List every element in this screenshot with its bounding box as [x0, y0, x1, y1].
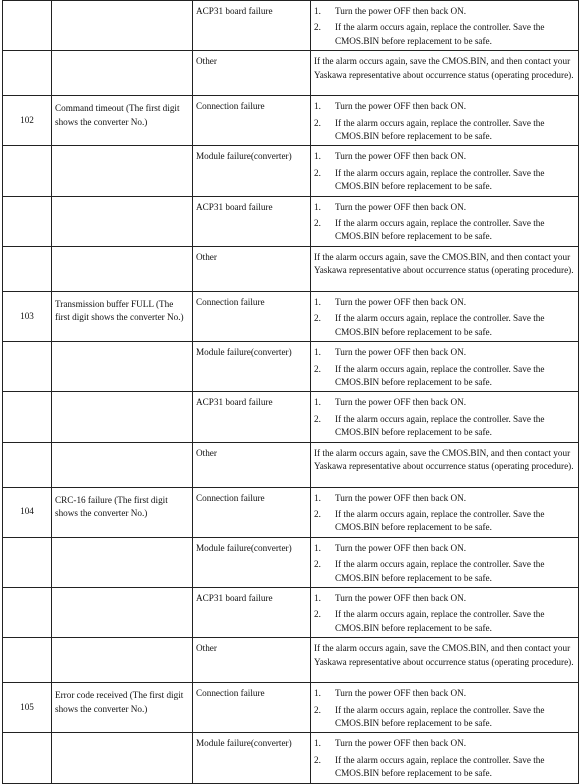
- step-number: 1.: [314, 492, 321, 503]
- table-row: [3, 487, 579, 537]
- alarm-description-cell: CRC-16 failure (The first digit shows the converter No.): [52, 487, 193, 537]
- step-number: 1.: [314, 151, 321, 162]
- remedy-step: [314, 363, 575, 390]
- table-row: [3, 638, 579, 683]
- alarm-table-body: [3, 1, 579, 784]
- alarm-description-cell: [52, 638, 193, 683]
- alarm-description-cell: [52, 733, 193, 783]
- alarm-code-cell: [3, 246, 52, 291]
- remedy-steps: [314, 542, 575, 585]
- alarm-code-cell: [3, 146, 52, 196]
- step-text: If the alarm occurs again, replace the controller. Save the CMOS.BIN before replacement to be safe.: [335, 609, 545, 633]
- remedy-step: [314, 5, 575, 18]
- step-text: If the alarm occurs again, replace the controller. Save the CMOS.BIN before replacement to be safe.: [335, 22, 545, 46]
- step-number: 1.: [314, 347, 321, 358]
- remedy-step: [314, 413, 575, 440]
- remedy-step: [314, 558, 575, 585]
- step-number: 1.: [314, 201, 321, 212]
- alarm-code-cell: [3, 733, 52, 783]
- step-number: 2.: [314, 704, 321, 715]
- remedy-cell: [311, 733, 579, 783]
- remedy-steps: [314, 150, 575, 193]
- remedy-cell: [311, 587, 579, 637]
- alarm-description-cell: [52, 51, 193, 96]
- step-number: 2.: [314, 609, 321, 620]
- step-text: If the alarm occurs again, replace the controller. Save the CMOS.BIN before replacement to be safe.: [335, 508, 545, 533]
- remedy-cell: [311, 487, 579, 537]
- step-text: Turn the power OFF then back ON.: [335, 592, 467, 603]
- alarm-description-cell: [52, 537, 193, 587]
- table-row: [3, 146, 579, 196]
- alarm-code-cell: [3, 537, 52, 587]
- cause-cell: Other: [193, 51, 311, 96]
- step-number: 2.: [314, 754, 321, 765]
- step-text: Turn the power OFF then back ON.: [335, 296, 467, 307]
- remedy-step: [314, 296, 575, 309]
- remedy-step: [314, 608, 575, 635]
- remedy-steps: [314, 687, 575, 730]
- remedy-step: [314, 21, 575, 48]
- cause-cell: ACP31 board failure: [193, 196, 311, 246]
- step-text: If the alarm occurs again, replace the controller. Save the CMOS.BIN before replacement to be safe.: [335, 559, 545, 583]
- step-number: 2.: [314, 413, 321, 424]
- cause-cell: Module failure(converter): [193, 537, 311, 587]
- remedy-text: If the alarm occurs again, save the CMOS.BIN, and then contact your Yaskawa representative about occurrence status (operating procedure).: [314, 251, 574, 276]
- remedy-step: [314, 687, 575, 700]
- remedy-cell: [311, 392, 579, 442]
- step-number: 1.: [314, 6, 321, 16]
- step-text: Turn the power OFF then back ON.: [335, 688, 467, 699]
- alarm-description-cell: Command timeout (The first digit shows the converter No.): [52, 96, 193, 146]
- cause-cell: Connection failure: [193, 291, 311, 341]
- remedy-steps: [314, 201, 575, 244]
- step-number: 2.: [314, 559, 321, 570]
- table-row: [3, 442, 579, 487]
- alarm-description-cell: [52, 146, 193, 196]
- alarm-description-cell: [52, 342, 193, 392]
- step-number: 1.: [314, 738, 321, 749]
- table-row: [3, 342, 579, 392]
- remedy-steps: [314, 737, 575, 780]
- step-text: If the alarm occurs again, replace the controller. Save the CMOS.BIN before replacement to be safe.: [335, 413, 545, 438]
- step-text: Turn the power OFF then back ON.: [335, 347, 467, 358]
- alarm-description-cell: [52, 246, 193, 291]
- remedy-cell: [311, 537, 579, 587]
- remedy-cell: [311, 638, 579, 683]
- remedy-steps: [314, 396, 575, 439]
- alarm-code-cell: [3, 342, 52, 392]
- step-text: Turn the power OFF then back ON.: [335, 738, 467, 749]
- step-text: If the alarm occurs again, replace the controller. Save the CMOS.BIN before replacement to be safe.: [335, 167, 545, 192]
- alarm-description-cell: Error code received (The first digit shows the converter No.): [52, 683, 193, 733]
- table-row: [3, 51, 579, 96]
- table-row: [3, 537, 579, 587]
- step-number: 2.: [314, 117, 321, 128]
- remedy-cell: [311, 342, 579, 392]
- step-text: If the alarm occurs again, replace the controller. Save the CMOS.BIN before replacement to be safe.: [335, 363, 545, 387]
- alarm-description-cell: [52, 196, 193, 246]
- remedy-cell: [311, 1, 579, 51]
- alarm-description-cell: [52, 587, 193, 637]
- alarm-description-cell: [52, 392, 193, 442]
- alarm-code-cell: [3, 196, 52, 246]
- remedy-step: [314, 542, 575, 555]
- cause-cell: Connection failure: [193, 487, 311, 537]
- cause-cell: Other: [193, 638, 311, 683]
- remedy-steps: [314, 100, 575, 143]
- remedy-steps: [314, 492, 575, 535]
- table-row: [3, 291, 579, 341]
- remedy-step: [314, 592, 575, 605]
- remedy-steps: [314, 346, 575, 389]
- step-text: Turn the power OFF then back ON.: [335, 542, 467, 553]
- step-text: Turn the power OFF then back ON.: [335, 101, 467, 112]
- table-row: [3, 246, 579, 291]
- step-text: Turn the power OFF then back ON.: [335, 6, 467, 16]
- step-number: 2.: [314, 508, 321, 519]
- remedy-step: [314, 508, 575, 535]
- table-row: [3, 1, 579, 51]
- step-number: 2.: [314, 167, 321, 178]
- step-number: 1.: [314, 688, 321, 699]
- remedy-text: If the alarm occurs again, save the CMOS.BIN, and then contact your Yaskawa representative about occurrence status (operating procedure).: [314, 643, 574, 667]
- alarm-code-cell: [3, 442, 52, 487]
- alarm-description-cell: [52, 442, 193, 487]
- alarm-code-cell: [3, 1, 52, 51]
- step-text: If the alarm occurs again, replace the controller. Save the CMOS.BIN before replacement to be safe.: [335, 754, 545, 779]
- remedy-cell: [311, 683, 579, 733]
- alarm-code-cell: [3, 587, 52, 637]
- table-row: [3, 196, 579, 246]
- remedy-cell: [311, 442, 579, 487]
- table-row: [3, 587, 579, 637]
- remedy-cell: [311, 291, 579, 341]
- cause-cell: ACP31 board failure: [193, 1, 311, 51]
- alarm-table: [2, 0, 579, 784]
- step-text: If the alarm occurs again, replace the controller. Save the CMOS.BIN before replacement to be safe.: [335, 313, 545, 337]
- remedy-step: [314, 492, 575, 505]
- alarm-description-cell: Transmission buffer FULL (The first digit shows the converter No.): [52, 291, 193, 341]
- step-number: 2.: [314, 22, 321, 33]
- remedy-step: [314, 312, 575, 339]
- remedy-step: [314, 346, 575, 359]
- alarm-code-cell: [3, 51, 52, 96]
- remedy-cell: [311, 146, 579, 196]
- remedy-step: [314, 754, 575, 781]
- table-row: [3, 683, 579, 733]
- remedy-cell: [311, 51, 579, 96]
- cause-cell: ACP31 board failure: [193, 392, 311, 442]
- cause-cell: ACP31 board failure: [193, 587, 311, 637]
- step-number: 1.: [314, 296, 321, 307]
- remedy-step: [314, 167, 575, 194]
- remedy-step: [314, 100, 575, 113]
- remedy-step: [314, 150, 575, 163]
- table-row: [3, 733, 579, 783]
- alarm-code-cell: [3, 392, 52, 442]
- remedy-cell: [311, 196, 579, 246]
- remedy-steps: [314, 592, 575, 635]
- step-text: If the alarm occurs again, replace the controller. Save the CMOS.BIN before replacement to be safe.: [335, 117, 545, 142]
- step-number: 1.: [314, 542, 321, 553]
- remedy-step: [314, 117, 575, 144]
- remedy-steps: [314, 296, 575, 339]
- table-row: [3, 392, 579, 442]
- step-number: 1.: [314, 101, 321, 112]
- remedy-text: If the alarm occurs again, save the CMOS.BIN, and then contact your Yaskawa representative about occurrence status (operating procedure).: [314, 447, 574, 471]
- step-number: 1.: [314, 397, 321, 408]
- step-text: If the alarm occurs again, replace the controller. Save the CMOS.BIN before replacement to be safe.: [335, 704, 545, 728]
- step-text: Turn the power OFF then back ON.: [335, 151, 467, 162]
- remedy-text: If the alarm occurs again, save the CMOS.BIN, and then contact your Yaskawa representative about occurrence status (operating procedure).: [314, 56, 574, 80]
- cause-cell: Connection failure: [193, 683, 311, 733]
- step-text: If the alarm occurs again, replace the controller. Save the CMOS.BIN before replacement to be safe.: [335, 218, 545, 242]
- alarm-code-cell: 104: [3, 487, 52, 537]
- step-number: 2.: [314, 313, 321, 324]
- step-number: 1.: [314, 592, 321, 603]
- cause-cell: Module failure(converter): [193, 146, 311, 196]
- step-number: 2.: [314, 218, 321, 229]
- alarm-code-cell: 103: [3, 291, 52, 341]
- alarm-code-cell: 102: [3, 96, 52, 146]
- alarm-code-cell: [3, 638, 52, 683]
- cause-cell: Other: [193, 442, 311, 487]
- alarm-code-cell: 105: [3, 683, 52, 733]
- remedy-cell: [311, 246, 579, 291]
- table-row: [3, 96, 579, 146]
- step-text: Turn the power OFF then back ON.: [335, 492, 467, 503]
- alarm-description-cell: [52, 1, 193, 51]
- remedy-step: [314, 704, 575, 731]
- remedy-step: [314, 737, 575, 750]
- step-text: Turn the power OFF then back ON.: [335, 201, 467, 212]
- cause-cell: Other: [193, 246, 311, 291]
- step-number: 2.: [314, 363, 321, 374]
- cause-cell: Module failure(converter): [193, 342, 311, 392]
- remedy-step: [314, 201, 575, 214]
- remedy-step: [314, 217, 575, 244]
- remedy-steps: [314, 5, 575, 48]
- remedy-cell: [311, 96, 579, 146]
- cause-cell: Module failure(converter): [193, 733, 311, 783]
- remedy-step: [314, 396, 575, 409]
- step-text: Turn the power OFF then back ON.: [335, 397, 467, 408]
- cause-cell: Connection failure: [193, 96, 311, 146]
